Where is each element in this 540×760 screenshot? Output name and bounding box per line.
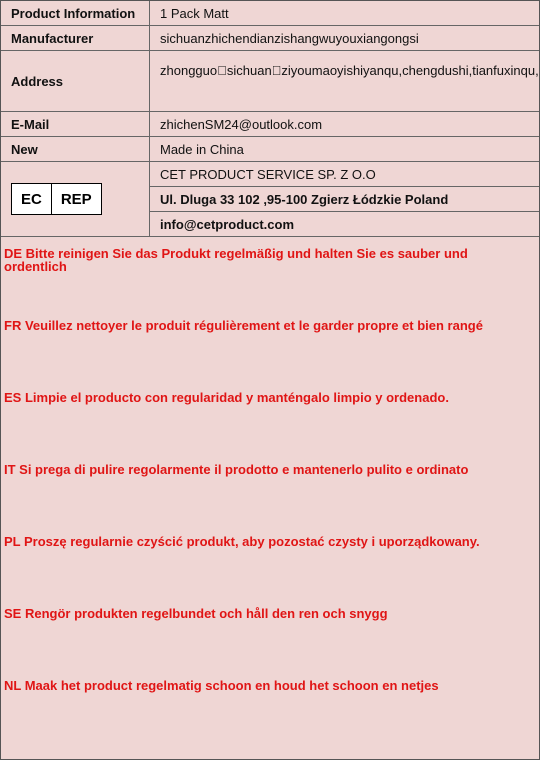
- label-email: E-Mail: [1, 112, 150, 137]
- ec-symbol: EC: [21, 190, 42, 208]
- care-note-de: DE Bitte reinigen Sie das Produkt regelmäßig und halten Sie es sauber und ordentlich: [4, 246, 468, 274]
- label-new: New: [1, 137, 150, 162]
- care-note-nl: NL Maak het product regelmatig schoon en houd het schoon en netjes: [4, 678, 439, 693]
- label-address: Address: [1, 51, 150, 112]
- value-new: Made in China: [150, 137, 540, 162]
- row-new: [1, 137, 539, 162]
- rep-email-link[interactable]: info@cetproduct.com: [150, 212, 540, 237]
- label-product-information: Product Information: [1, 1, 150, 26]
- rep-company: CET PRODUCT SERVICE SP. Z O.O: [150, 162, 540, 187]
- product-info-table: [1, 1, 539, 237]
- ec-rep-icon: [11, 183, 102, 215]
- row-product-information: [1, 1, 539, 26]
- label-manufacturer: Manufacturer: [1, 26, 150, 51]
- care-note-es: ES Limpie el producto con regularidad y manténgalo limpio y ordenado.: [4, 390, 449, 405]
- row-email: [1, 112, 539, 137]
- value-manufacturer: sichuanzhichendianzishangwuyouxiangongsi: [150, 26, 540, 51]
- care-note-pl: PL Proszę regularnie czyścić produkt, aby pozostać czysty i uporządkowany.: [4, 534, 480, 549]
- rep-address: Ul. Dluga 33 102 ,95-100 Zgierz Łódzkie Poland: [150, 187, 540, 212]
- rep-symbol: REP: [51, 184, 101, 214]
- value-email: zhichenSM24@outlook.com: [150, 112, 540, 137]
- ec-rep-symbol-cell: [1, 162, 150, 237]
- row-address: [1, 51, 539, 112]
- value-product-information: 1 Pack Matt: [150, 1, 540, 26]
- row-ec-rep-company: [1, 162, 539, 187]
- care-note-it: IT Si prega di pulire regolarmente il prodotto e mantenerlo pulito e ordinato: [4, 462, 469, 477]
- value-address: zhongguo sichuan ziyoumaoyishiyanqu,chengdushi,tianfuxinqu,: [150, 51, 540, 112]
- row-manufacturer: [1, 26, 539, 51]
- care-note-fr: FR Veuillez nettoyer le produit régulièrement et le garder propre et bien rangé: [4, 318, 483, 333]
- care-note-se: SE Rengör produkten regelbundet och håll den ren och snygg: [4, 606, 388, 621]
